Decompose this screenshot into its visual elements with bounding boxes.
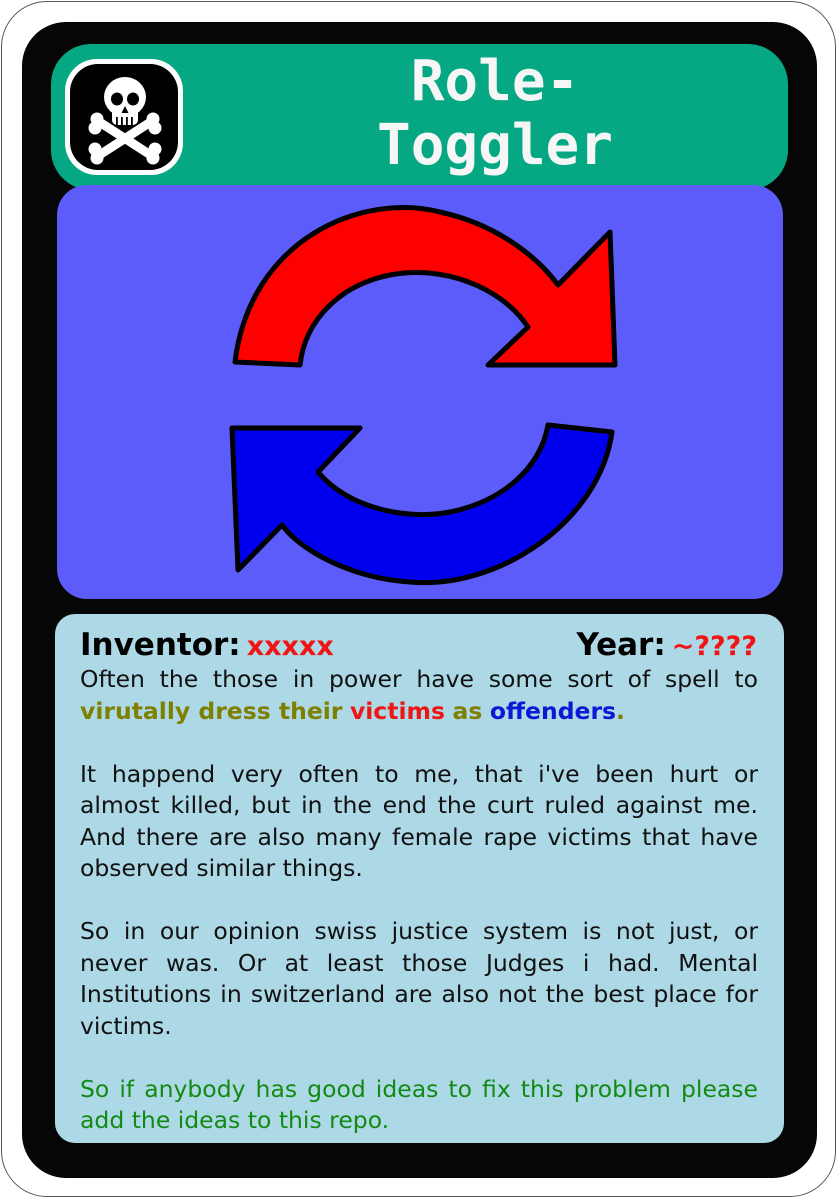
title-line-2: Toggler: [376, 113, 613, 178]
highlight-as: as: [452, 696, 483, 725]
paragraph-4: So if anybody has good ideas to fix this problem please add the ideas to this repo.: [80, 1074, 758, 1134]
paragraph-1: [80, 664, 758, 727]
card-title: [230, 50, 760, 178]
highlight-offenders: offenders: [489, 696, 617, 725]
description-text: [80, 664, 758, 1137]
highlight-period: .: [616, 696, 625, 725]
skull-crossbones-icon: [65, 59, 183, 175]
inventor-label: Inventor:: [80, 627, 241, 663]
year-value: ~????: [671, 631, 757, 662]
year-field: [576, 623, 757, 669]
meta-row: [80, 623, 757, 667]
inventor-field: [80, 623, 334, 669]
bottom-arrow-shape: [232, 425, 612, 583]
refresh-arrows-icon: [57, 185, 783, 599]
highlight-victims: victims: [349, 696, 446, 725]
title-line-1: Role-: [410, 49, 580, 114]
paragraph-3: So in our opinion swiss justice system is not just, or never was. Or at least those Judges i had. Mental Institutions in switzerland are also not the best place for victims.: [80, 917, 758, 1040]
inventor-value: xxxxx: [246, 631, 334, 662]
paragraph-2: It happend very often to me, that i've been hurt or almost killed, but in the end the curt ruled against me. And there are also many female rape victims that have observed similar things.: [80, 759, 758, 882]
top-arrow-shape: [235, 208, 615, 365]
paragraph-1-text: Often the those in power have some sort of spell to: [80, 665, 758, 693]
highlight-dress: virutally dress their: [80, 696, 343, 725]
year-label: Year:: [576, 627, 666, 663]
art-panel: [57, 185, 783, 599]
